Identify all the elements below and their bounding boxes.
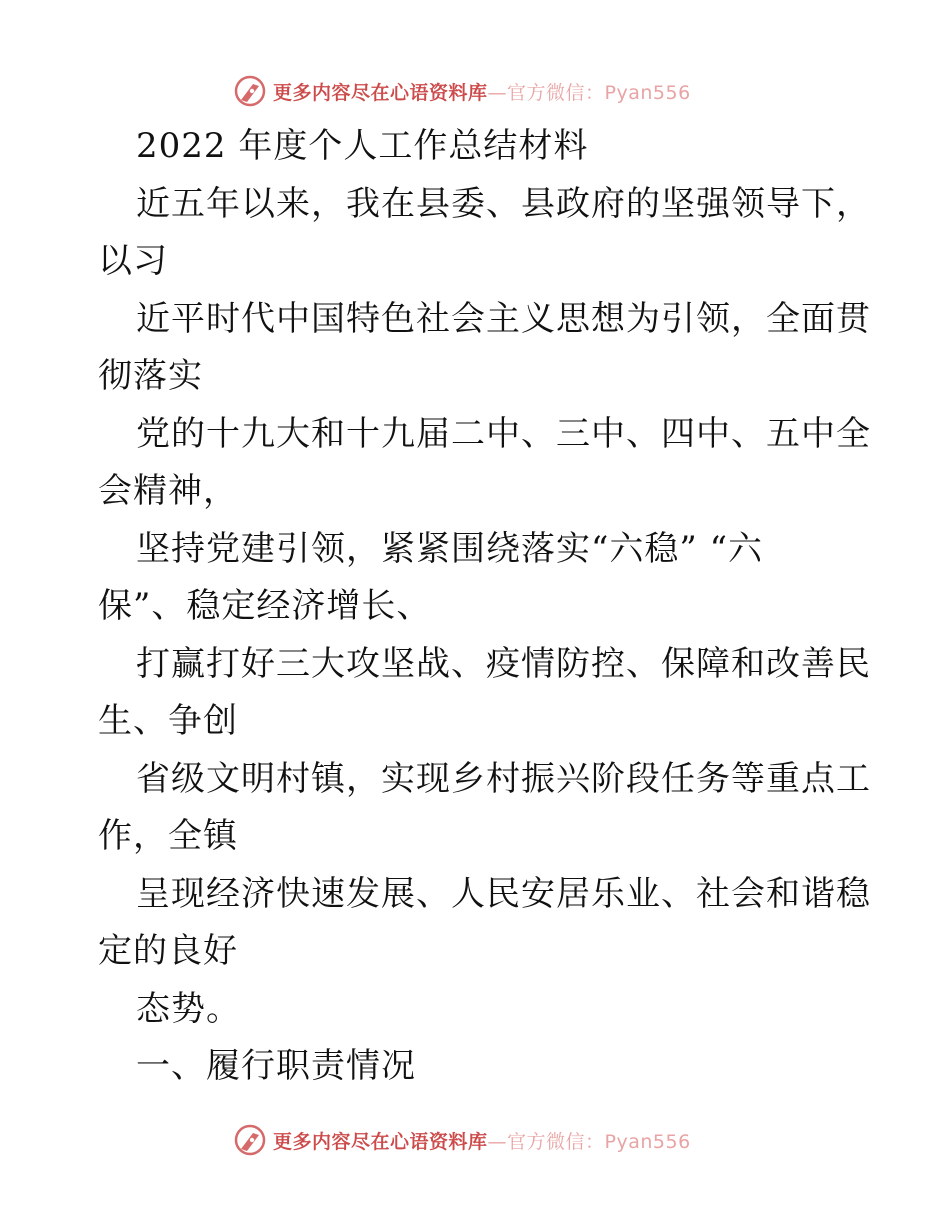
paragraph-line: 省级文明村镇，实现乡村振兴阶段任务等重点工 [136,758,871,799]
watermark-text: 更多内容尽在心语资料库—官方微信：Pyan556 [273,1130,691,1153]
paragraph-line: 会精神， [98,471,238,511]
paragraph-line: 党的十九大和十九届二中、三中、四中、五中全 [136,413,871,454]
watermark-text: 更多内容尽在心语资料库—官方微信：Pyan556 [273,81,691,104]
paragraph-line: 态势。 [136,988,241,1029]
paragraph-line: 定的良好 [98,931,238,971]
paragraph-line: 坚持党建引领，紧紧围绕落实“六稳” “六 [136,528,763,569]
pen-nib-logo-icon [233,1123,267,1157]
section-heading: 一、履行职责情况 [136,1046,416,1086]
paragraph-line: 彻落实 [98,356,203,396]
paragraph-line: 以习 [98,241,168,281]
paragraph-line: 近五年以来，我在县委、县政府的坚强领导下， [136,183,871,224]
document-body [98,118,871,1096]
header-watermark [233,73,691,109]
pen-nib-logo-icon [233,74,267,108]
paragraph-line: 呈现经济快速发展、人民安居乐业、社会和谐稳 [136,873,871,914]
paragraph-line: 作，全镇 [98,816,238,856]
paragraph-line: 打赢打好三大攻坚战、疫情防控、保障和改善民 [136,643,871,684]
paragraph-line: 近平时代中国特色社会主义思想为引领，全面贯 [136,298,871,339]
paragraph-line: 生、争创 [98,701,238,741]
document-title: 2022 年度个人工作总结材料 [136,126,589,166]
paragraph-line: 保”、稳定经济增长、 [98,586,432,626]
footer-watermark [233,1122,691,1158]
